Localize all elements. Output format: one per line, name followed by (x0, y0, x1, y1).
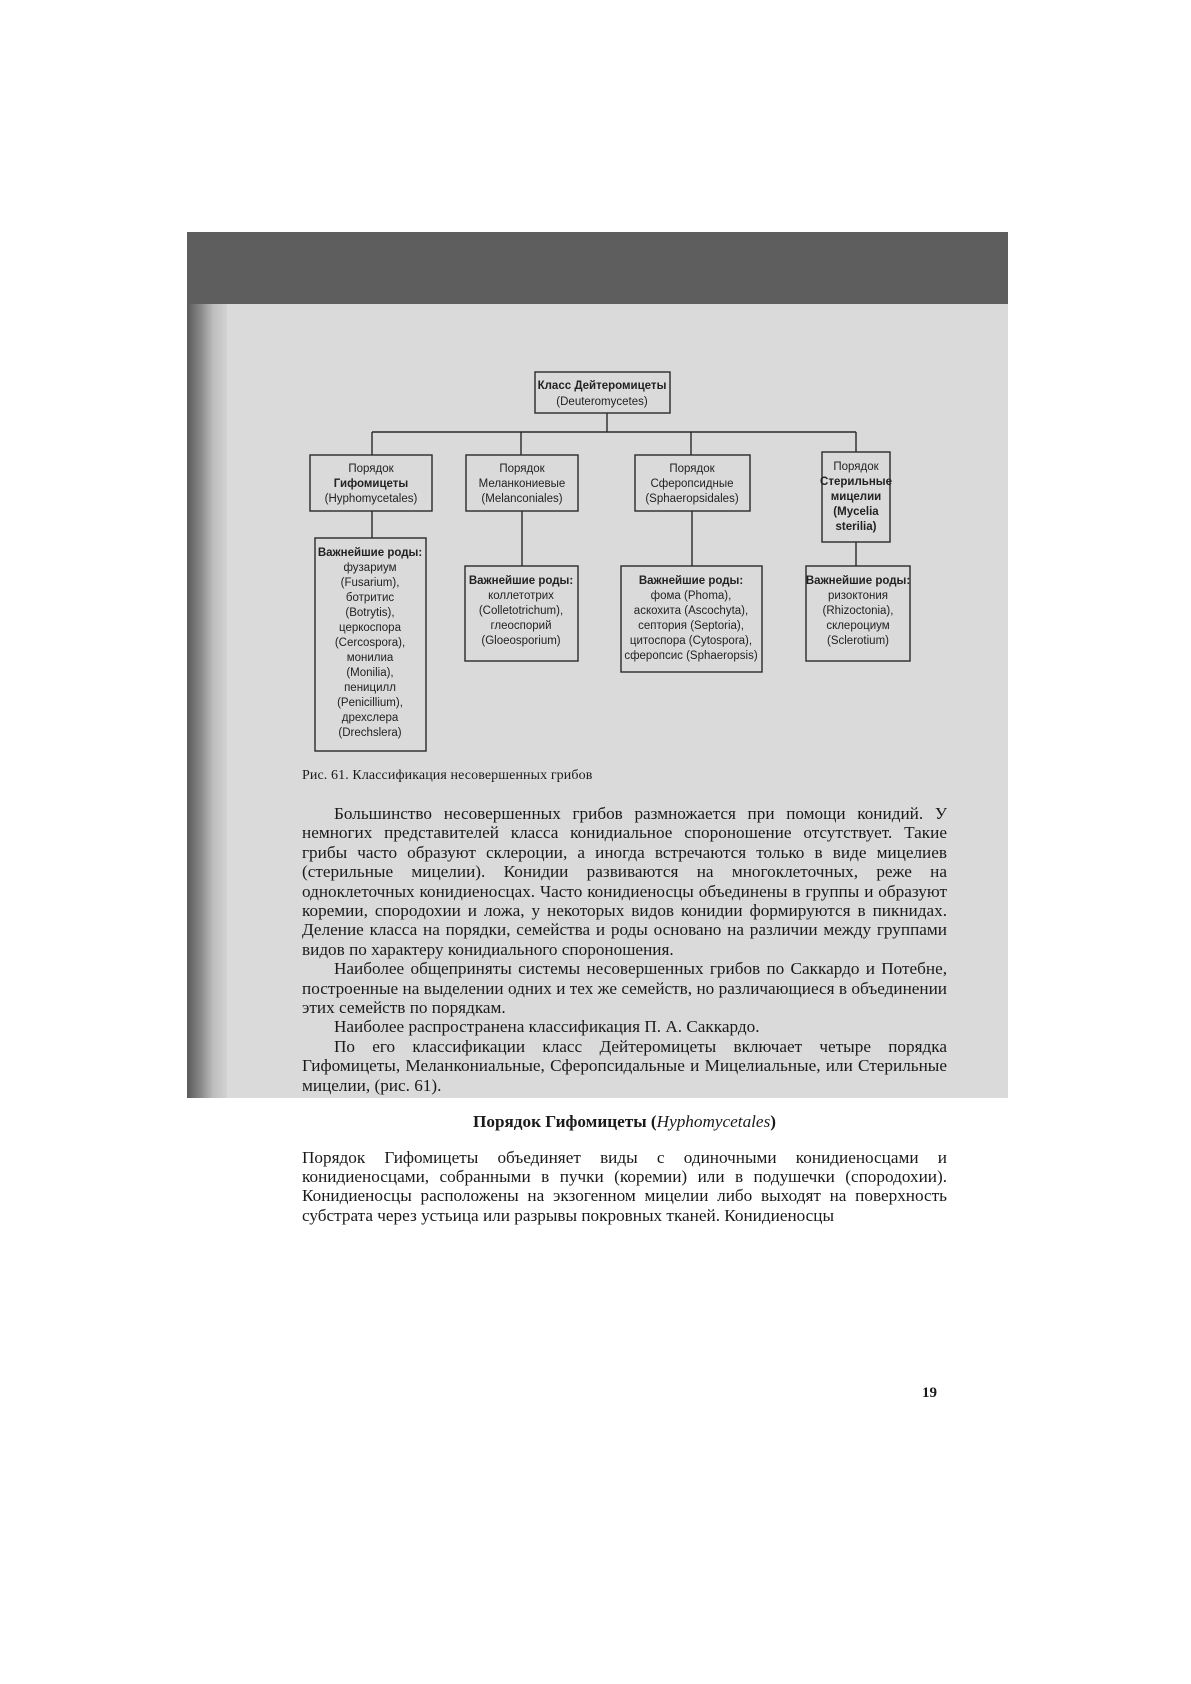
root-latin: (Deuteromycetes) (556, 396, 648, 408)
order-4-line-2: Стерильные (820, 476, 892, 488)
paragraph-5: Порядок Гифомицеты объединяет виды с одиночными конидиеносцами и конидиеносцами, собранными в пучки (коремии) или в подушечки (спородохии). Конидиеносцы расположены на экзогенном мицелии либо выходят на поверхность субстрата через устьица или разрывы покровных тканей. Конидиеносцы (302, 1147, 947, 1225)
order-2-line-1: Порядок (499, 463, 545, 475)
genera-2-line-3: (Colletotrichum), (478, 605, 564, 617)
classification-diagram (0, 0, 1191, 760)
order-2-line-3: (Melanconiales) (481, 493, 563, 505)
genera-3-line-2: фома (Phoma), (650, 590, 732, 602)
genera-2-line-1: Важнейшие роды: (468, 575, 574, 587)
genera-1-line-4: ботритис (345, 592, 395, 604)
genera-4-line-1: Важнейшие роды: (805, 575, 911, 587)
genera-4-line-3: (Rhizoctonia), (822, 605, 894, 617)
genera-3-line-4: септория (Septoria), (638, 620, 744, 632)
genera-4-line-4: склероциум (826, 620, 890, 632)
order-2-line-2: Меланкониевые (478, 478, 566, 490)
genera-2-line-5: (Gloeosporium) (481, 635, 561, 647)
paragraph-4: По его классификации класс Дейтеромицеты включает четыре порядка Гифомицеты, Меланкониальные, Сферопсидальные и Мицелиальные, или Стерильные мицелии, (рис. 61). (302, 1036, 947, 1095)
genera-4-line-2: ризоктония (827, 590, 889, 602)
order-1-line-1: Порядок (348, 463, 394, 475)
body-text (302, 804, 947, 1225)
genera-3-line-3: аскохита (Ascochyta), (633, 605, 749, 617)
genera-3-line-6: сферопсис (Sphaeropsis) (624, 650, 758, 662)
genera-2-line-2: коллетотрих (488, 590, 554, 602)
page-number: 19 (922, 1385, 937, 1401)
genera-1-line-7: (Cercospora), (334, 637, 406, 649)
genera-1-line-8: монилиа (346, 652, 394, 664)
genera-2-line-4: глеоспорий (490, 620, 552, 632)
order-1-line-2: Гифомицеты (333, 478, 409, 490)
figure-caption: Рис. 61. Классификация несовершенных грибов (302, 768, 593, 783)
paragraph-3: Наиболее распространена классификация П. А. Саккардо. (334, 1017, 760, 1037)
genera-3-line-5: цитоспора (Cytospora), (629, 635, 753, 647)
heading-close: ) (770, 1112, 776, 1132)
genera-1-line-2: фузариум (343, 562, 397, 574)
paragraph-2: Наиболее общеприняты системы несовершенных грибов по Саккардо и Потебне, построенные на выделении одних и тех же семейств, но различающиеся в объединении этих семейств по порядкам. (302, 959, 947, 1018)
heading-main: Порядок Гифомицеты ( (472, 1112, 657, 1132)
order-3-line-2: Сферопсидные (650, 478, 734, 490)
root-title: Класс Дейтеромицеты (537, 380, 667, 392)
genera-4-line-5: (Sclerotium) (827, 635, 889, 647)
order-3-line-1: Порядок (669, 463, 715, 475)
order-4-line-4: (Mycelia (833, 506, 879, 518)
section-heading (302, 1112, 947, 1131)
order-4-line-5: sterilia) (835, 521, 877, 533)
genera-1-line-3: (Fusarium), (340, 577, 400, 589)
genera-1-line-13: (Drechslera) (338, 727, 402, 739)
order-4-line-3: мицелии (830, 491, 882, 503)
genera-3-line-1: Важнейшие роды: (638, 575, 744, 587)
genera-1-line-9: (Monilia), (346, 667, 394, 679)
order-1-line-3: (Hyphomycetales) (324, 493, 418, 505)
genera-1-line-11: (Penicillium), (337, 697, 403, 709)
genera-1-line-5: (Botrytis), (345, 607, 395, 619)
order-4-line-1: Порядок (833, 461, 879, 473)
genera-1-line-6: церкоспора (339, 622, 401, 634)
genera-1-line-12: дрехслера (341, 712, 399, 724)
heading-latin: Hyphomycetales (656, 1112, 771, 1132)
order-3-line-3: (Sphaeropsidales) (645, 493, 739, 505)
paragraph-1: Большинство несовершенных грибов размножается при помощи конидий. У немногих представителей класса конидиальное спороношение отсутствует. Такие грибы часто образуют склероции, а иногда встречаются только в виде мицелиев (стерильные мицелии). Конидии развиваются на многоклеточных, реже на одноклеточных конидиеносцах. Часто конидиеносцы объединены в группы и образуют коремии, спородохии и ложа, у некоторых видов конидии формируются в пикнидах. Деление класса на порядки, семейства и роды основано на различии между группами видов по характеру конидиального спороношения. (302, 804, 947, 959)
genera-1-line-10: пеницилл (344, 682, 396, 694)
genera-1-line-1: Важнейшие роды: (317, 547, 423, 559)
